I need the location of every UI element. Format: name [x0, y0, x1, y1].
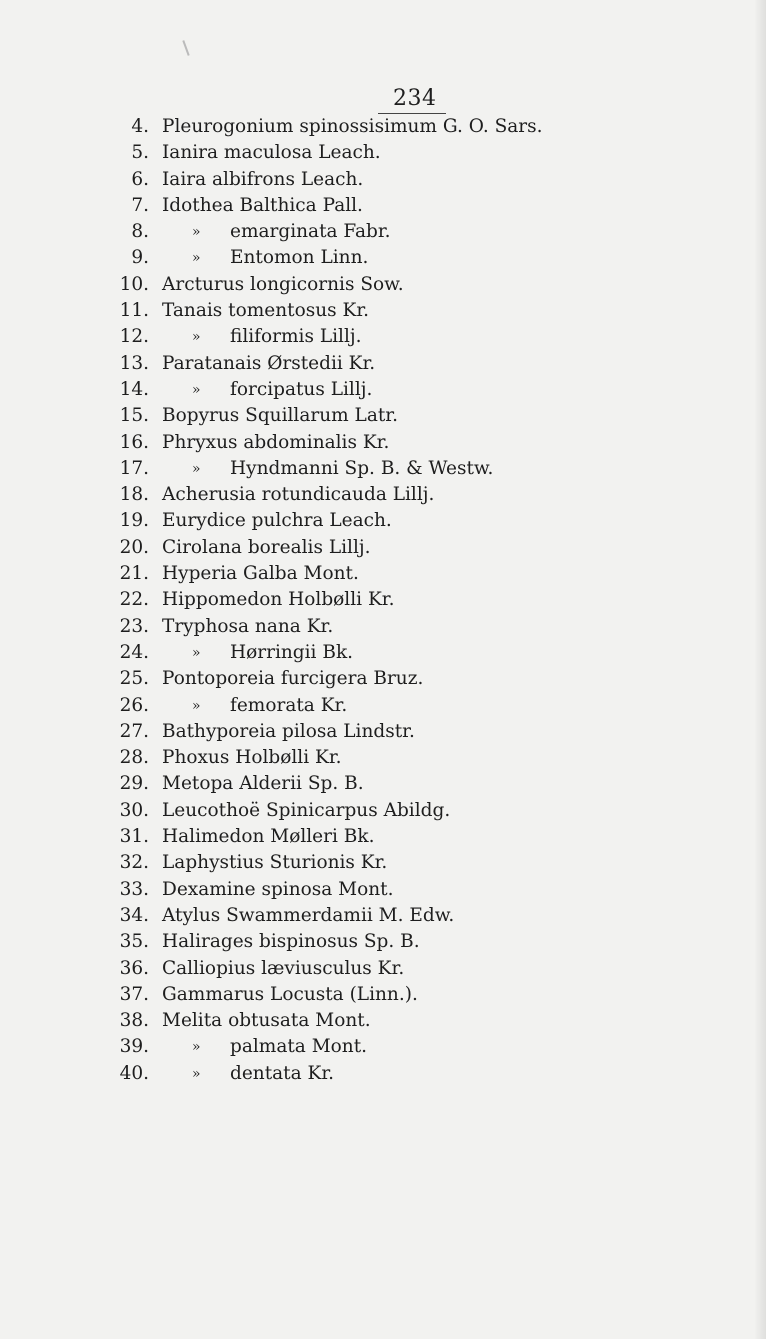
- species-name: Tryphosa nana Kr.: [162, 615, 334, 637]
- species-name: Leucothoë Spinicarpus Abildg.: [162, 799, 451, 821]
- species-list: [0, 114, 766, 1087]
- species-name: Paratanais Ørstedii Kr.: [162, 352, 376, 374]
- species-name: filiformis Lillj.: [230, 326, 362, 348]
- entry-number: 25.: [119, 668, 149, 690]
- list-item: [0, 956, 766, 982]
- list-item: [0, 614, 766, 640]
- species-name: Atylus Swammerdamii M. Edw.: [162, 904, 455, 926]
- list-item: [0, 877, 766, 903]
- entry-number: 8.: [131, 221, 149, 243]
- species-name: Bathyporeia pilosa Lindstr.: [162, 720, 415, 742]
- species-name: Halimedon Mølleri Bk.: [162, 826, 375, 848]
- list-item: [0, 745, 766, 771]
- ditto-mark: »: [192, 460, 201, 477]
- list-item: [0, 298, 766, 324]
- entry-number: 10.: [119, 273, 149, 295]
- entry-number: 15.: [119, 405, 149, 427]
- species-name: Melita obtusata Mont.: [162, 1010, 371, 1032]
- species-name: Ianira maculosa Leach.: [162, 142, 381, 164]
- species-name: Phryxus abdominalis Kr.: [162, 431, 390, 453]
- ditto-mark: »: [192, 1039, 201, 1056]
- list-item: [0, 693, 766, 719]
- species-name: Phoxus Holbølli Kr.: [162, 747, 342, 769]
- list-item: [0, 798, 766, 824]
- species-name: Acherusia rotundicauda Lillj.: [162, 484, 435, 506]
- species-name: Laphystius Sturionis Kr.: [162, 852, 388, 874]
- list-item: [0, 561, 766, 587]
- entry-number: 20.: [119, 536, 149, 558]
- ditto-mark: »: [192, 1065, 201, 1082]
- list-item: [0, 929, 766, 955]
- species-name: Halirages bispinosus Sp. B.: [162, 931, 420, 953]
- list-item: [0, 403, 766, 429]
- ditto-mark: »: [192, 329, 201, 346]
- entry-number: 17.: [119, 457, 149, 479]
- species-name: Dexamine spinosa Mont.: [162, 878, 394, 900]
- list-item: [0, 456, 766, 482]
- list-item: [0, 351, 766, 377]
- list-item: [0, 193, 766, 219]
- entry-number: 30.: [119, 799, 149, 821]
- list-item: [0, 140, 766, 166]
- entry-number: 9.: [131, 247, 149, 269]
- entry-number: 24.: [119, 641, 149, 663]
- species-name: femorata Kr.: [230, 694, 348, 716]
- species-name: Calliopius læviusculus Kr.: [162, 957, 405, 979]
- ditto-mark: »: [192, 250, 201, 267]
- list-item: [0, 167, 766, 193]
- entry-number: 6.: [131, 168, 149, 190]
- list-item: [0, 771, 766, 797]
- list-item: [0, 377, 766, 403]
- list-item: [0, 219, 766, 245]
- species-name: Iaira albifrons Leach.: [162, 168, 364, 190]
- entry-number: 31.: [119, 826, 149, 848]
- entry-number: 13.: [119, 352, 149, 374]
- ditto-mark: »: [192, 381, 201, 398]
- entry-number: 27.: [119, 720, 149, 742]
- list-item: [0, 430, 766, 456]
- species-name: forcipatus Lillj.: [230, 378, 373, 400]
- entry-number: 22.: [119, 589, 149, 611]
- list-item: [0, 982, 766, 1008]
- list-item: [0, 1034, 766, 1060]
- species-name: dentata Kr.: [230, 1062, 335, 1084]
- page-edge-shadow: [754, 0, 766, 1339]
- list-item: [0, 640, 766, 666]
- page-number: 234: [393, 86, 437, 111]
- species-name: Pontoporeia furcigera Bruz.: [162, 668, 424, 690]
- entry-number: 21.: [119, 563, 149, 585]
- entry-number: 38.: [119, 1010, 149, 1032]
- entry-number: 28.: [119, 747, 149, 769]
- entry-number: 4.: [131, 116, 149, 137]
- list-item: [0, 587, 766, 613]
- species-name: Hørringii Bk.: [230, 641, 354, 663]
- list-item: [0, 719, 766, 745]
- entry-number: 32.: [119, 852, 149, 874]
- species-name: Eurydice pulchra Leach.: [162, 510, 392, 532]
- species-name: Idothea Balthica Pall.: [162, 194, 363, 216]
- entry-number: 23.: [119, 615, 149, 637]
- entry-number: 34.: [119, 904, 149, 926]
- list-item: [0, 903, 766, 929]
- list-item: [0, 272, 766, 298]
- species-name: Bopyrus Squillarum Latr.: [162, 405, 398, 427]
- species-name: Tanais tomentosus Kr.: [162, 300, 370, 322]
- list-item: [0, 850, 766, 876]
- entry-number: 7.: [131, 194, 149, 216]
- species-name: Pleurogonium spinossisimum G. O. Sars.: [162, 116, 543, 137]
- ditto-mark: »: [192, 644, 201, 661]
- species-name: Entomon Linn.: [230, 247, 369, 269]
- entry-number: 14.: [119, 378, 149, 400]
- species-name: Gammarus Locusta (Linn.).: [162, 983, 418, 1005]
- list-item: [0, 1008, 766, 1034]
- ditto-mark: »: [192, 224, 201, 241]
- entry-number: 5.: [131, 142, 149, 164]
- entry-number: 16.: [119, 431, 149, 453]
- list-item: [0, 535, 766, 561]
- species-name: palmata Mont.: [230, 1036, 368, 1058]
- list-item: [0, 114, 766, 140]
- scan-mark: [182, 40, 189, 56]
- entry-number: 36.: [119, 957, 149, 979]
- entry-number: 19.: [119, 510, 149, 532]
- entry-number: 35.: [119, 931, 149, 953]
- entry-number: 33.: [119, 878, 149, 900]
- species-name: Arcturus longicornis Sow.: [162, 273, 404, 295]
- species-name: Metopa Alderii Sp. B.: [162, 773, 364, 795]
- species-name: Cirolana borealis Lillj.: [162, 536, 371, 558]
- list-item: [0, 1061, 766, 1087]
- entry-number: 40.: [119, 1062, 149, 1084]
- entry-number: 26.: [119, 694, 149, 716]
- entry-number: 29.: [119, 773, 149, 795]
- entry-number: 11.: [119, 300, 149, 322]
- entry-number: 37.: [119, 983, 149, 1005]
- entry-number: 12.: [119, 326, 149, 348]
- entry-number: 18.: [119, 484, 149, 506]
- list-item: [0, 508, 766, 534]
- species-name: Hyperia Galba Mont.: [162, 563, 359, 585]
- species-name: Hyndmanni Sp. B. & Westw.: [230, 457, 494, 479]
- ditto-mark: »: [192, 697, 201, 714]
- list-item: [0, 482, 766, 508]
- list-item: [0, 666, 766, 692]
- list-item: [0, 824, 766, 850]
- list-item: [0, 245, 766, 271]
- entry-number: 39.: [119, 1036, 149, 1058]
- species-name: Hippomedon Holbølli Kr.: [162, 589, 395, 611]
- list-item: [0, 324, 766, 350]
- species-name: emarginata Fabr.: [230, 221, 391, 243]
